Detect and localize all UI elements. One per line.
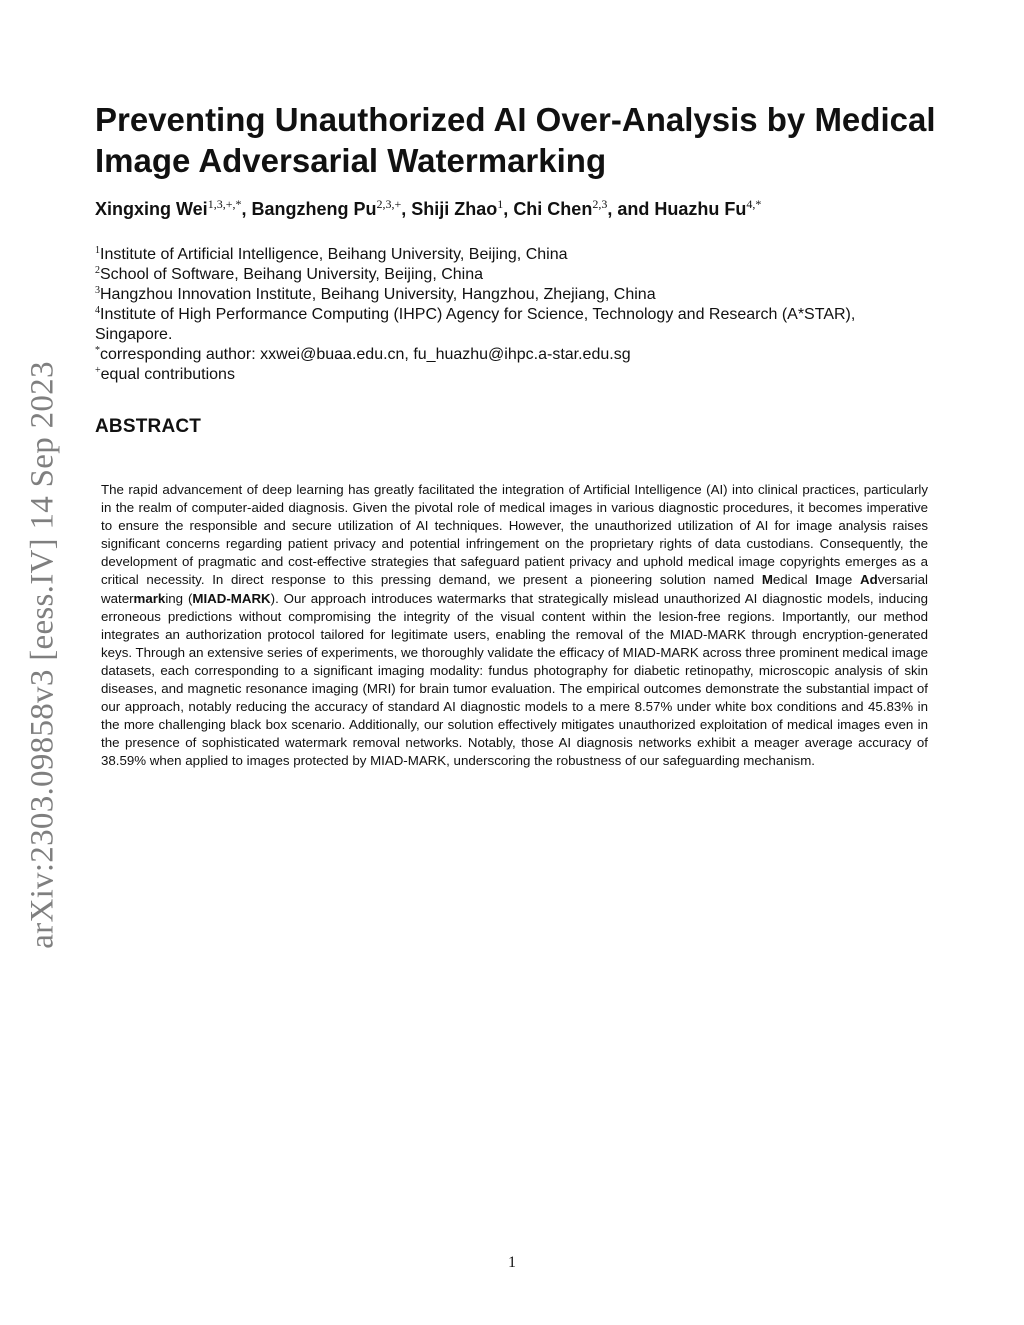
author-name: Bangzheng Pu: [251, 199, 377, 219]
affiliation-mark: 1: [95, 245, 100, 256]
affiliation-mark: +: [95, 365, 101, 376]
corresponding-author-note: [95, 345, 925, 365]
affiliation-item: [95, 305, 925, 345]
method-acronym: MIAD-MARK: [192, 590, 271, 606]
affiliation-text: Institute of High Performance Computing (IHPC) Agency for Science, Technology and Research (A*STAR), Singapore.: [95, 306, 856, 343]
affiliation-item: [95, 265, 925, 285]
affiliation-text: corresponding author: xxwei@buaa.edu.cn, fu_huazhu@ihpc.a-star.edu.sg: [100, 346, 631, 363]
affiliation-item: [95, 245, 925, 265]
method-name-part: mage: [819, 572, 861, 588]
page-number: 1: [508, 1254, 516, 1271]
affiliation-mark: 4: [95, 305, 100, 316]
affiliation-mark: *: [95, 345, 100, 356]
method-name-bold-letter: I: [815, 572, 820, 588]
method-name-bold-letter: M: [761, 572, 773, 588]
affiliation-text: Hangzhou Innovation Institute, Beihang University, Hangzhou, Zhejiang, China: [100, 286, 656, 303]
method-name-bold-letter: mark: [133, 590, 166, 606]
author-separator: ,: [503, 199, 514, 219]
author-name: Huazhu Fu: [654, 199, 747, 219]
abstract-text: [101, 481, 928, 771]
affiliation-text: Institute of Artificial Intelligence, Beihang University, Beijing, China: [100, 246, 568, 263]
arxiv-identifier-stamp: arXiv:2303.09858v3 [eess.IV] 14 Sep 2023: [24, 361, 61, 949]
affiliation-mark: 3: [95, 285, 100, 296]
author-affiliation-marks: 1,3,+,*: [207, 197, 242, 211]
affiliation-list: [95, 245, 925, 385]
affiliation-mark: 2: [95, 265, 100, 276]
author-affiliation-marks: 2,3,+: [376, 197, 402, 211]
author-affiliation-marks: 1: [497, 197, 504, 211]
method-name-part: ing (: [165, 590, 193, 606]
equal-contribution-note: [95, 365, 925, 385]
author-separator: , and: [607, 199, 655, 219]
author-separator: ,: [241, 199, 252, 219]
abstract-heading: ABSTRACT: [95, 416, 202, 437]
abstract-part-2: ). Our approach introduces watermarks that strategically mislead unauthorized AI diagnostic models, inducing erroneous predictions without compromising the integrity of the visual content within the lesion-free regions. Importantly, our method integrates an authorization protocol tailored for legitimate users, enabling the removal of the MIAD-MARK through encryption-generated keys. Through an extensive series of experiments, we thoroughly validate the efficacy of MIAD-MARK across three prominent medical image datasets, each corresponding to a significant imaging modality: fundus photography for diabetic retinopathy, microscopic analysis of skin diseases, and magnetic resonance imaging (MRI) for brain tumor evaluation. The empirical outcomes demonstrate the substantial impact of our approach, notably reducing the accuracy of standard AI diagnostic models to a mere 8.57% under white box conditions and 45.83% in the more challenging black box scenario. Additionally, our solution effectively mitigates unauthorized exploitation of medical images even in the presence of sophisticated watermark removal networks. Notably, those AI diagnosis networks exhibit a meager average accuracy of 38.59% when applied to images protected by MIAD-MARK, underscoring the robustness of our safeguarding mechanism.: [101, 590, 928, 769]
affiliation-item: [95, 285, 925, 305]
method-name-bold-letter: Ad: [860, 572, 878, 588]
author-name: Xingxing Wei: [95, 199, 208, 219]
author-affiliation-marks: 4,*: [746, 197, 762, 211]
author-separator: ,: [401, 199, 412, 219]
affiliation-text: School of Software, Beihang University, Beijing, China: [100, 266, 484, 283]
paper-title: Preventing Unauthorized AI Over-Analysis by Medical Image Adversarial Watermarking: [95, 101, 936, 179]
author-name: Shiji Zhao: [411, 199, 498, 219]
author-list: [95, 196, 975, 222]
author-affiliation-marks: 2,3: [592, 197, 608, 211]
affiliation-text: equal contributions: [100, 366, 235, 383]
method-name-part: versarial water: [101, 572, 928, 606]
author-name: Chi Chen: [513, 199, 593, 219]
method-name-part: edical: [772, 572, 816, 588]
abstract-part-1: The rapid advancement of deep learning has greatly facilitated the integration of Artificial Intelligence (AI) into clinical practices, particularly in the realm of computer-aided diagnosis. Given the pivotal role of medical images in various diagnostic procedures, it becomes imperative to ensure the responsible and secure utilization of AI techniques. However, the unauthorized utilization of AI for image analysis raises significant concerns regarding patient privacy and potential infringement on the proprietary rights of data custodians. Consequently, the development of pragmatic and cost-effective strategies that safeguard patient privacy and uphold medical image copyrights emerges as a critical necessity. In direct response to this pressing demand, we present a pioneering solution named: [101, 482, 928, 588]
